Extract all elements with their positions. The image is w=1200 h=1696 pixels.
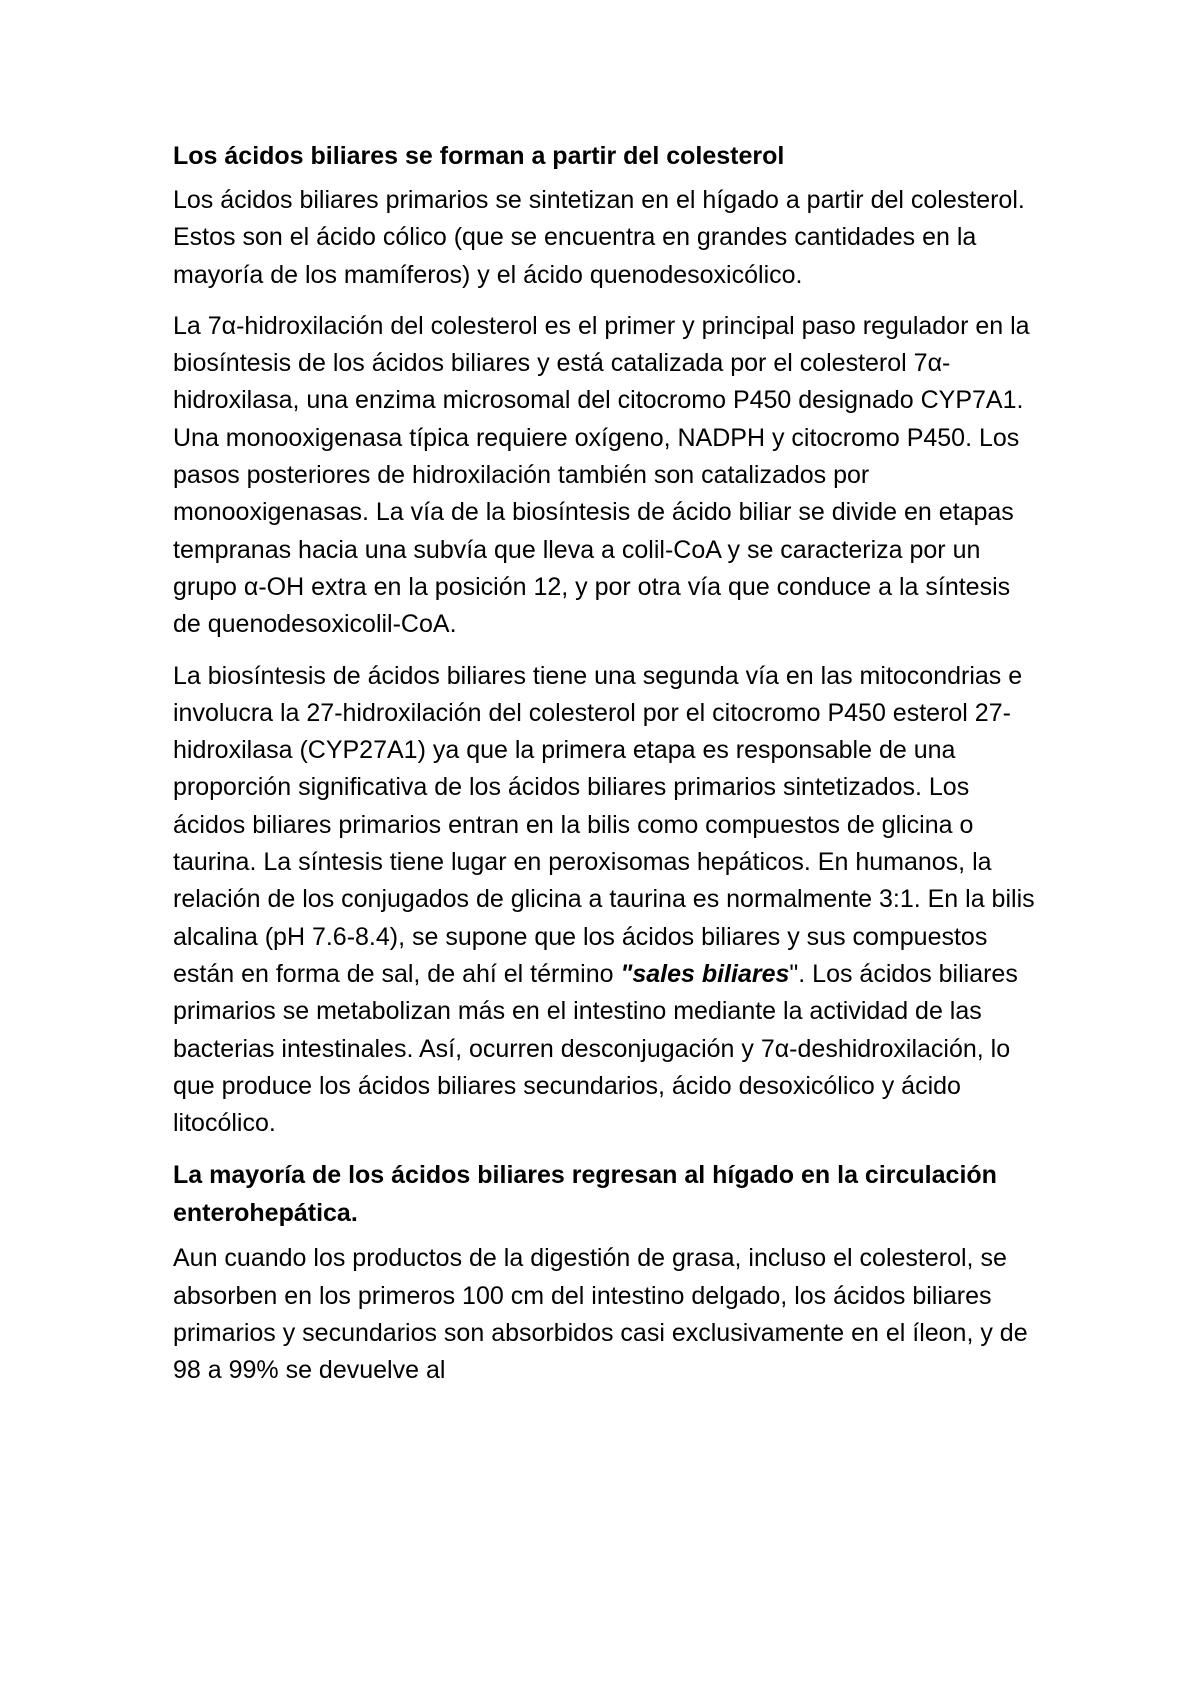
document-page (173, 138, 1043, 1404)
paragraph-absorption: Aun cuando los productos de la digestión de grasa, incluso el colesterol, se absorben en los primeros 100 cm del intestino delgado, los ácidos biliares primarios y secundarios son absorbidos casi exclusivamente en el íleon, y de 98 a 99% se devuelve al (173, 1244, 1028, 1385)
paragraph-7alpha-hydroxylation: La 7α-hidroxilación del colesterol es el primer y principal paso regulador en la biosíntesis de los ácidos biliares y está catalizada por el colesterol 7α-hidroxilasa, una enzima microsomal del citocromo P450 designado CYP7A1. Una monooxigenasa típica requiere oxígeno, NADPH y citocromo P450. Los pasos posteriores de hidroxilación también son catalizados por monooxigenasas. La vía de la biosíntesis de ácido biliar se divide en etapas tempranas hacia una subvía que lleva a colil-CoA y se caracteriza por un grupo α-OH extra en la posición 12, y por otra vía que conduce a la síntesis de quenodesoxicolil-CoA. (173, 311, 1030, 639)
paragraph-primary-bile-acids: Los ácidos biliares primarios se sintetizan en el hígado a partir del colesterol. Estos son el ácido cólico (que se encuentra en grandes cantidades en la mayoría de los mamíferos) y el ácido quenodesoxicólico. (173, 186, 1025, 289)
section-heading-bile-acid-formation: Los ácidos biliares se forman a partir del colesterol (173, 142, 785, 170)
emphasis-sales-biliares: "sales biliares (620, 959, 790, 988)
paragraph-text-start: La biosíntesis de ácidos biliares tiene una segunda vía en las mitocondrias e involucra la 27-hidroxilación del colesterol por el citocromo P450 esterol 27-hidroxilasa (CYP27A1) ya que la primera etapa es responsable de una proporción significativa de los ácidos biliares primarios sintetizados. Los ácidos biliares primarios entran en la bilis como compuestos de glicina o taurina. La síntesis tiene lugar en peroxisomas hepáticos. En humanos, la relación de los conjugados de glicina a taurina es normalmente 3:1. En la bilis alcalina (pH 7.6-8.4), se supone que los ácidos biliares y sus compuestos están en forma de sal, de ahí el término (173, 661, 1035, 988)
section-heading-enterohepatic-circulation: La mayoría de los ácidos biliares regresan al hígado en la circulación enterohepática. (173, 1161, 997, 1228)
paragraph-mitochondrial-pathway (173, 658, 1043, 1143)
paragraph-text-end: ". Los ácidos biliares primarios se metabolizan más en el intestino mediante la actividad de las bacterias intestinales. Así, ocurren desconjugación y 7α-deshidroxilación, lo que produce los ácidos biliares secundarios, ácido desoxicólico y ácido litocólico. (173, 959, 1018, 1138)
